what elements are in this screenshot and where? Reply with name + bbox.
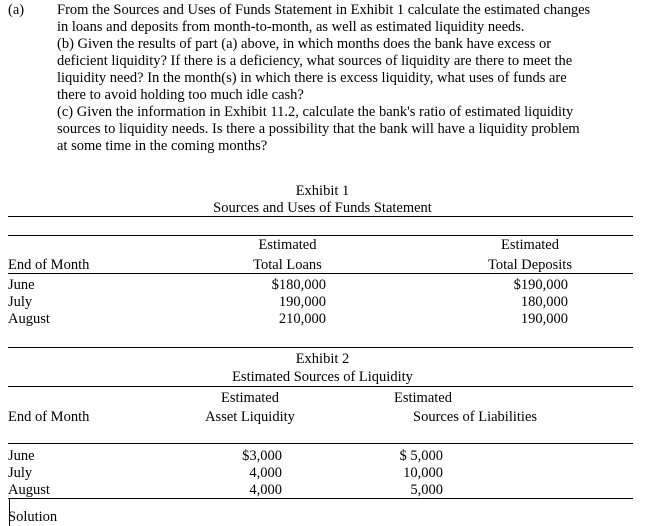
exhibit2-row-liab: 10,000 — [403, 465, 443, 481]
exhibit1-deposits-header-1: Estimated — [501, 237, 559, 253]
exhibit2-header-rule — [8, 386, 633, 387]
exhibit1-row-month: August — [8, 311, 50, 327]
exhibit2-row-asset: $3,000 — [242, 448, 282, 464]
exhibit2-row-asset: 4,000 — [249, 465, 282, 481]
exhibit2-column-rule — [8, 443, 633, 444]
paragraph-line: there to avoid holding too much idle cash? — [57, 87, 304, 103]
exhibit1-loans-header-1: Estimated — [258, 237, 317, 253]
exhibit2-bottom-rule — [8, 498, 633, 499]
cut-off-heading — [8, 509, 68, 526]
exhibit2-row-month: August — [8, 482, 50, 498]
exhibit2-row-liab: 5,000 — [410, 482, 443, 498]
exhibit2-row-liab: $ 5,000 — [399, 448, 443, 464]
exhibit1-row-deposits: $190,000 — [513, 277, 568, 293]
exhibit1-row-month: July — [8, 294, 33, 310]
exhibit2-top-rule — [8, 347, 633, 348]
paragraph-line: (b) Given the results of part (a) above, in which months does the bank have excess or — [57, 36, 552, 52]
exhibit2-row-month: June — [8, 448, 35, 464]
exhibit2-row-asset: 4,000 — [249, 482, 282, 498]
exhibit1-row-month: June — [8, 277, 35, 293]
exhibit2-row-month: July — [8, 465, 33, 481]
exhibit1-deposits-header-2: Total Deposits — [488, 257, 572, 273]
paragraph-line: liquidity need? In the month(s) in which there is excess liquidity, what uses of funds are — [57, 70, 567, 86]
exhibit1-row-loans: 190,000 — [278, 294, 326, 310]
exhibit1-loans-header-2: Total Loans — [253, 257, 322, 273]
exhibit2-month-header: End of Month — [8, 409, 90, 425]
paragraph-line: deficient liquidity? If there is a deficiency, what sources of liquidity are there to meet the — [57, 53, 573, 69]
exhibit1-header-rule — [8, 235, 633, 236]
exhibit2-liab-header-1: Estimated — [394, 390, 452, 406]
exhibit1-row-deposits: 180,000 — [520, 294, 568, 310]
exhibit2-asset-header-2: Asset Liquidity — [205, 409, 295, 425]
exhibit1-row-loans: 210,000 — [278, 311, 326, 327]
exhibit2-asset-header-1: Estimated — [221, 390, 279, 406]
part-label: (a) — [8, 2, 25, 18]
exhibit1-row-deposits: 190,000 — [520, 311, 568, 327]
exhibit1-top-rule — [8, 216, 633, 217]
exhibit1-title: Exhibit 1 — [295, 183, 350, 199]
paragraph-line: From the Sources and Uses of Funds Statement in Exhibit 1 calculate the estimated changes — [57, 2, 591, 18]
paragraph-line: in loans and deposits from month-to-month, as well as estimated liquidity needs. — [57, 19, 525, 35]
paragraph-line: at some time in the coming months? — [57, 138, 268, 154]
exhibit2-title: Exhibit 2 — [295, 351, 350, 367]
exhibit1-row-loans: $180,000 — [271, 277, 326, 293]
paragraph-line: sources to liquidity needs. Is there a possibility that the bank will have a liquidity problem — [57, 121, 580, 137]
exhibit2-liab-header-2: Sources of Liabilities — [413, 409, 538, 425]
exhibit2-subtitle: Estimated Sources of Liquidity — [232, 369, 413, 385]
cut-off-text: Solution — [8, 509, 58, 525]
exhibit1-column-rule — [8, 273, 633, 274]
question-paragraph — [57, 2, 642, 155]
exhibit1-subtitle: Sources and Uses of Funds Statement — [213, 200, 432, 216]
exhibit1-month-header: End of Month — [8, 257, 90, 273]
paragraph-line: (c) Given the information in Exhibit 11.2, calculate the bank's ratio of estimated liquidity — [57, 104, 574, 120]
